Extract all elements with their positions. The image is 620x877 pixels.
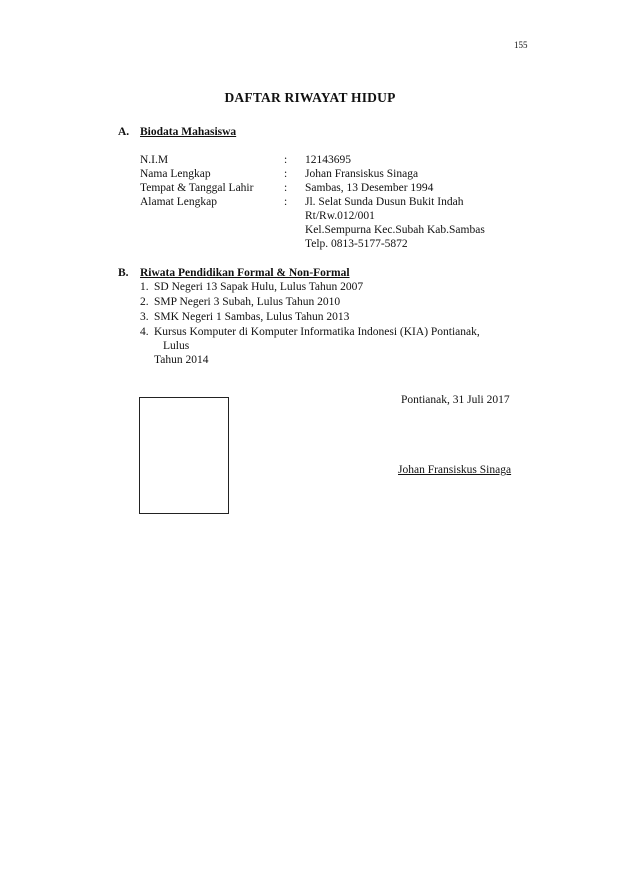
address-line: Rt/Rw.012/001 xyxy=(305,210,375,222)
page-title: DAFTAR RIWAYAT HIDUP xyxy=(224,90,396,105)
section-a-title: Biodata Mahasiswa xyxy=(140,126,237,138)
bio-colon: : xyxy=(284,154,288,166)
address-phone: Telp. 0813-5177-5872 xyxy=(305,238,408,250)
bio-colon: : xyxy=(284,168,288,180)
bio-value: Sambas, 13 Desember 1994 xyxy=(305,182,434,194)
edu-item-text: SMK Negeri 1 Sambas, Lulus Tahun 2013 xyxy=(154,311,350,323)
bio-colon: : xyxy=(284,182,288,194)
signature-place-date: Pontianak, 31 Juli 2017 xyxy=(401,394,510,406)
bio-label: N.I.M xyxy=(140,154,169,166)
bio-label: Nama Lengkap xyxy=(140,168,211,180)
edu-item xyxy=(140,311,349,323)
edu-item xyxy=(140,296,340,308)
edu-item-text: Kursus Komputer di Komputer Informatika Indonesi (KIA) Pontianak, xyxy=(154,326,480,338)
page-number: 155 xyxy=(514,40,528,50)
section-b-title: Riwata Pendidikan Formal & Non-Formal xyxy=(140,267,350,279)
edu-item-number: 1. xyxy=(140,281,149,293)
bio-value: 12143695 xyxy=(305,154,351,166)
edu-item-continuation: Lulus xyxy=(163,340,190,352)
edu-item-number: 4. xyxy=(140,326,149,338)
edu-item-continuation: Tahun 2014 xyxy=(154,354,209,366)
bio-label: Alamat Lengkap xyxy=(140,196,217,208)
edu-item xyxy=(140,326,480,338)
edu-item-number: 2. xyxy=(140,296,149,308)
section-b-letter: B. xyxy=(118,267,129,279)
bio-value: Johan Fransiskus Sinaga xyxy=(305,168,419,180)
signature-name: Johan Fransiskus Sinaga xyxy=(398,464,512,476)
edu-item-text: SMP Negeri 3 Subah, Lulus Tahun 2010 xyxy=(154,296,341,308)
edu-item-number: 3. xyxy=(140,311,149,323)
edu-item xyxy=(140,281,363,293)
photo-placeholder xyxy=(139,397,229,514)
bio-colon: : xyxy=(284,196,288,208)
address-line: Kel.Sempurna Kec.Subah Kab.Sambas xyxy=(305,224,485,236)
section-a-letter: A. xyxy=(118,126,130,138)
bio-label: Tempat & Tanggal Lahir xyxy=(140,182,254,194)
edu-item-text: SD Negeri 13 Sapak Hulu, Lulus Tahun 2007 xyxy=(154,281,364,293)
bio-value: Jl. Selat Sunda Dusun Bukit Indah xyxy=(305,196,464,208)
